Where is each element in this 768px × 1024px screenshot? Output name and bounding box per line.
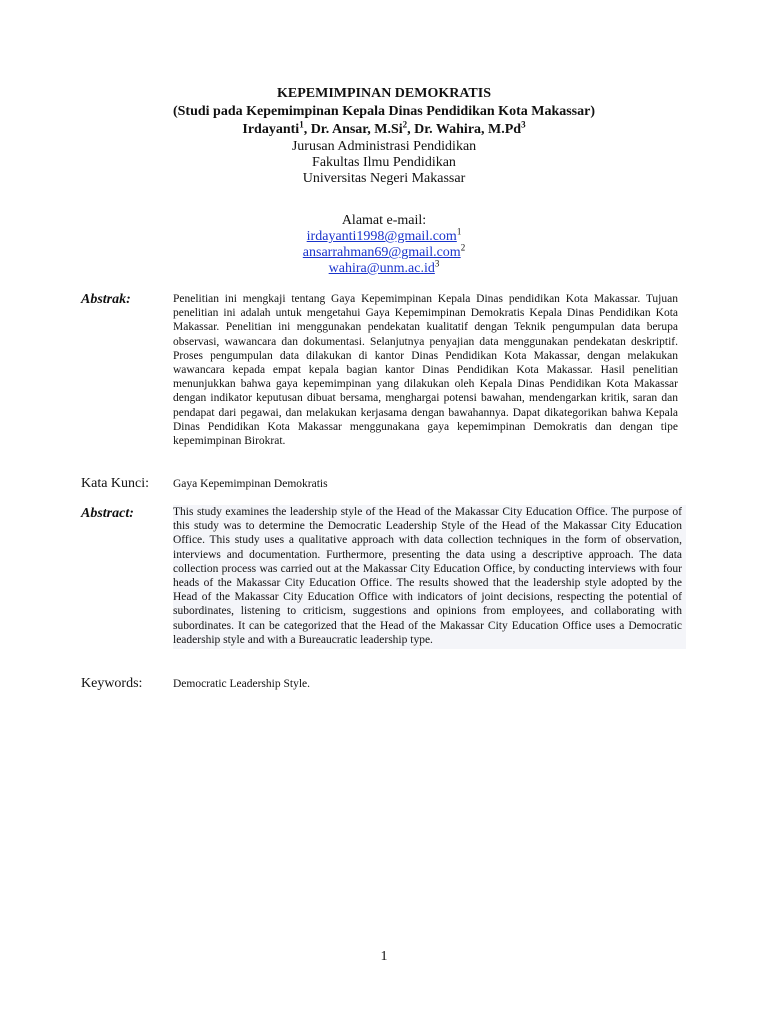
- author-superscript: 3: [521, 119, 526, 130]
- affiliation-faculty: Fakultas Ilmu Pendidikan: [312, 155, 456, 170]
- author-name: Dr. Wahira, M.Pd: [414, 122, 522, 137]
- keywords-label: Keywords:: [81, 676, 143, 691]
- email-superscript: 1: [456, 226, 462, 237]
- email-label: Alamat e-mail:: [341, 213, 427, 228]
- abstract-label: Abstract:: [81, 506, 134, 521]
- author-superscript: 2: [402, 119, 408, 130]
- abstrak-label: Abstrak:: [81, 292, 131, 307]
- affiliation-department: Jurusan Administrasi Pendidikan: [291, 139, 477, 154]
- kata-kunci-text: Gaya Kepemimpinan Demokratis: [173, 478, 328, 490]
- email-link[interactable]: wahira@unm.ac.id: [328, 261, 435, 276]
- affiliation-university: Universitas Negeri Makassar: [302, 171, 466, 186]
- page-number: 1: [380, 949, 388, 964]
- email-line: [0, 242, 768, 261]
- paper-title: KEPEMIMPINAN DEMOKRATIS: [276, 86, 492, 101]
- author-name: Irdayanti: [242, 122, 300, 137]
- author-line: Irdayanti$^1$, Dr. Ansar, M.Si$^2$, Dr. Wahira, M.Pd$^3$: [242, 119, 526, 137]
- email-link[interactable]: irdayanti1998@gmail.com: [306, 229, 457, 244]
- keywords-text: Democratic Leadership Style.: [173, 678, 310, 690]
- paper-subtitle: (Studi pada Kepemimpinan Kepala Dinas Pendidikan Kota Makassar): [172, 104, 596, 119]
- kata-kunci-label: Kata Kunci:: [81, 476, 150, 491]
- author-superscript: 1: [299, 119, 304, 130]
- email-block: [0, 213, 768, 277]
- abstract-text: This study examines the leadership style of the Head of the Makassar City Education Office. The purpose of this study was to determine the Democratic Leadership Style of the Head of the Makassar City Education Office. This study uses a qualitative approach with data collection techniques in the form of observation, interviews and documentation. Furthermore, presenting the data using a descriptive approach. The data collection process was carried out at the Makassar City Education Office, by conducting interviews with four heads of the Makassar City Education Office. The results showed that the leadership style adopted by the Head of the Makassar City Education Office with indicators of joint decisions, respecting the potential of subordinates, listening to criticism, suggestions and opinions from employees, and collaborating with subordinates. It can be categorized that the Head of the Makassar City Education Office uses a Democratic leadership style and with a Bureaucratic leadership type.: [173, 505, 686, 649]
- email-superscript: 2: [460, 242, 466, 253]
- abstrak-text: Penelitian ini mengkaji tentang Gaya Kepemimpinan Kepala Dinas pendidikan Kota Makassar. Tujuan penelitian ini adalah untuk mengetahui Gaya Kepemimpinan Demokratis Kepala Dinas Pendidikan Kota Makassar. Penelitian ini menggunakan pendekatan kualitatif dengan Teknik pengumpulan data berupa observasi, wawancara dan dokumentasi. Selanjutnya penyajian data menggunakan pendekatan deskriptif. Proses pengumpulan data dilakukan di kantor Dinas Pendidikan Kota Makassar, dengan melakukan wawancara kepada empat kepala bagian kantor Dinas Pendidikan Kota Makassar. Hasil penelitian menunjukkan bahwa gaya kepemimpinan yang dilakukan oleh Kepala Dinas Pendidikan Kota Makassar dengan indikator keputusan dibuat bersama, menghargai potensi bawahan, mendengarkan kritik, saran dan pendapat dari pegawai, dan melakukan kerjasama dengan bawahannya. Dapat dikategorikan bahwa Kepala Dinas Pendidikan Kota Makassar menggunakana gaya kepemimpinan Demokratis dan dengan tipe kepemimpinan Birokrat.: [173, 293, 678, 448]
- email-superscript: 3: [434, 258, 440, 269]
- author-name: Dr. Ansar, M.Si: [310, 122, 403, 137]
- paper-header: [0, 85, 768, 187]
- email-line: [0, 226, 768, 245]
- email-link[interactable]: ansarrahman69@gmail.com: [302, 245, 461, 260]
- email-line: [0, 258, 768, 277]
